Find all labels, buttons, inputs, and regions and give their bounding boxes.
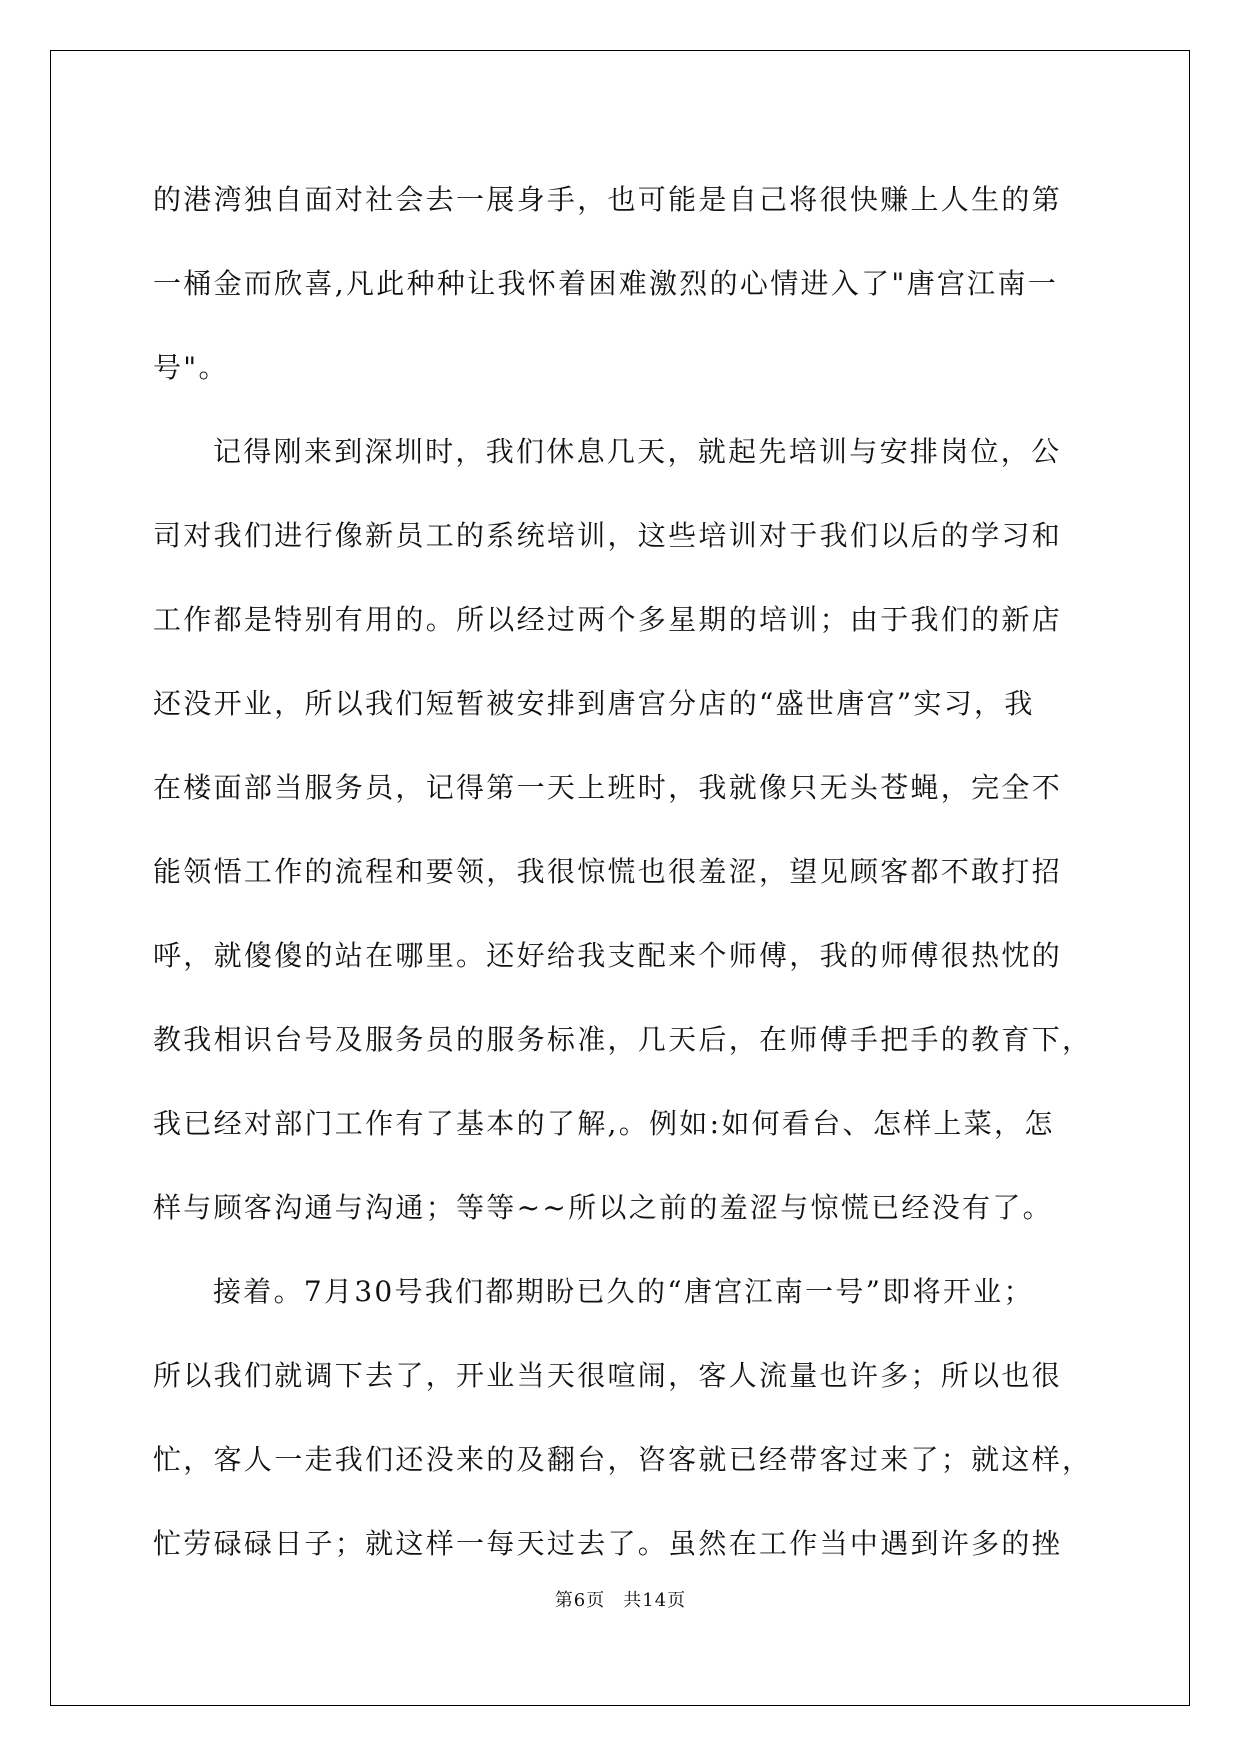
text-line: 一桶金而欣喜,凡此种种让我怀着困难激烈的心情进入了"唐宫江南一 (153, 267, 1059, 300)
paragraph-start-line: 接着。7月30号我们都期盼已久的“唐宫江南一号”即将开业； (213, 1275, 1034, 1308)
text-line: 教我相识台号及服务员的服务标准，几天后，在师傅手把手的教育下， (153, 1023, 1093, 1056)
text-line: 我已经对部门工作有了基本的了解,。例如:如何看台、怎样上菜，怎 (153, 1107, 1055, 1140)
text-line: 所以我们就调下去了，开业当天很喧闹，客人流量也许多；所以也很 (153, 1359, 1063, 1392)
page-number: 第6页 (554, 1590, 606, 1611)
text-line: 呼，就傻傻的站在哪里。还好给我支配来个师傅，我的师傅很热忱的 (153, 939, 1063, 972)
text-line: 的港湾独自面对社会去一展身手，也可能是自己将很快赚上人生的第 (153, 183, 1063, 216)
text-line: 忙劳碌碌日子；就这样一每天过去了。虽然在工作当中遇到许多的挫 (153, 1527, 1063, 1560)
paragraph-start-line: 记得刚来到深圳时，我们休息几天，就起先培训与安排岗位，公 (213, 435, 1062, 468)
page-footer (0, 1586, 1241, 1612)
text-line: 号"。 (153, 351, 229, 384)
text-line: 还没开业，所以我们短暂被安排到唐宫分店的“盛世唐宫”实习，我 (153, 687, 1035, 720)
document-body (153, 158, 1091, 1586)
text-line: 样与顾客沟通与沟通；等等~~所以之前的羞涩与惊慌已经没有了。 (153, 1191, 1053, 1224)
text-line: 忙，客人一走我们还没来的及翻台，咨客就已经带客过来了；就这样， (153, 1443, 1093, 1476)
text-line: 在楼面部当服务员，记得第一天上班时，我就像只无头苍蝇，完全不 (153, 771, 1063, 804)
page-total: 共14页 (623, 1590, 687, 1611)
text-line: 工作都是特别有用的。所以经过两个多星期的培训；由于我们的新店 (153, 603, 1063, 636)
text-line: 司对我们进行像新员工的系统培训，这些培训对于我们以后的学习和 (153, 519, 1063, 552)
text-line: 能领悟工作的流程和要领，我很惊慌也很羞涩，望见顾客都不敢打招 (153, 855, 1063, 888)
